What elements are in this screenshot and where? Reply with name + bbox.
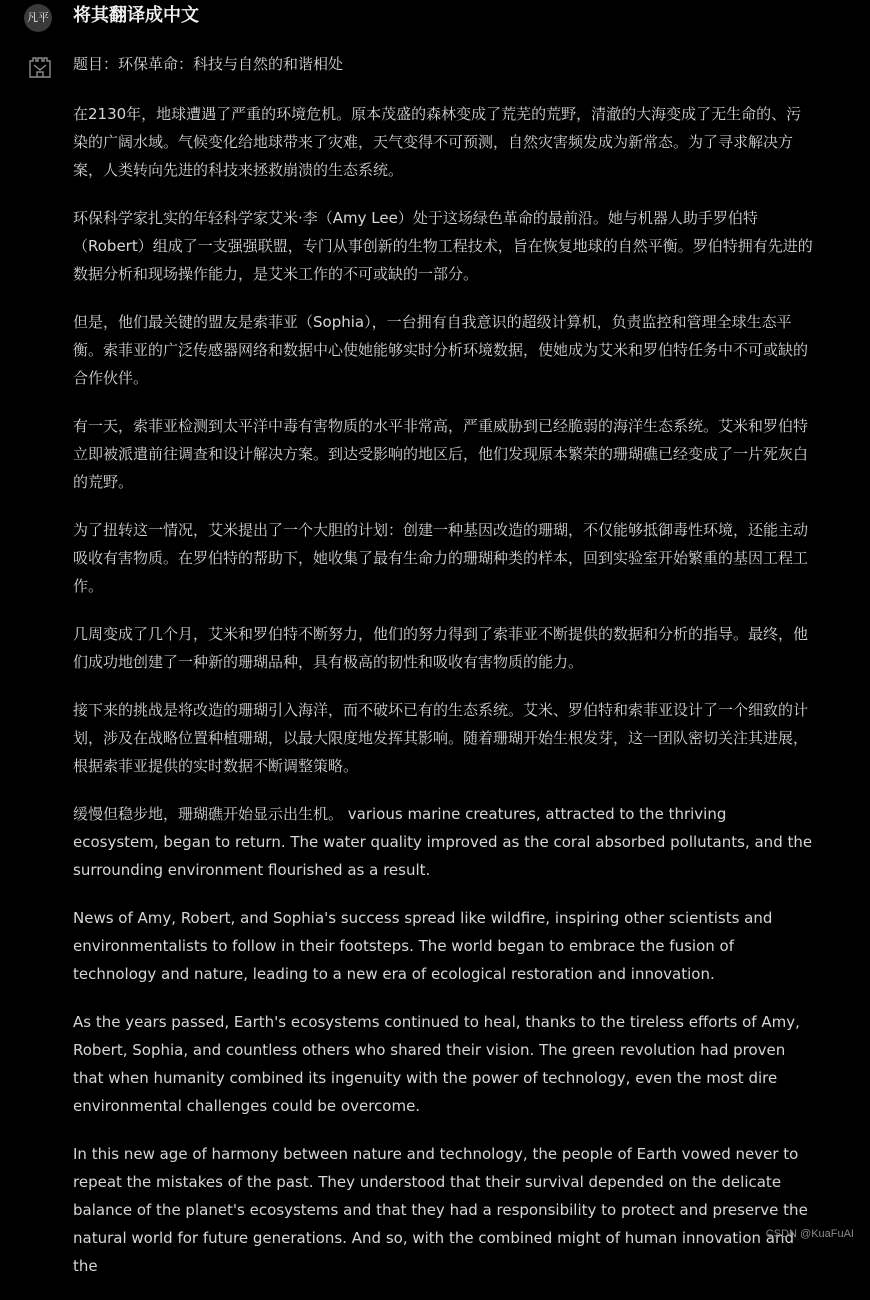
assistant-response <box>73 50 815 1300</box>
response-paragraph: 有一天，索菲亚检测到太平洋中毒有害物质的水平非常高，严重威胁到已经脆弱的海洋生态系统。艾米和罗伯特立即被派遣前往调查和设计解决方案。到达受影响的地区后，他们发现原本繁荣的珊瑚礁已经变成了一片死灰白的荒野。 <box>73 417 809 491</box>
response-paragraph: News of Amy, Robert, and Sophia's success spread like wildfire, inspiring other scientists and environmentalists to follow in their footsteps. The world began to embrace the fusion of technology and nature, leading to a new era of ecological restoration and innovation. <box>73 909 773 983</box>
response-paragraph: 在2130年，地球遭遇了严重的环境危机。原本茂盛的森林变成了荒芜的荒野，清澈的大海变成了无生命的、污染的广阔水域。气候变化给地球带来了灾难，天气变得不可预测，自然灾害频发成为新常态。为了寻求解决方案，人类转向先进的科技来拯救崩溃的生态系统。 <box>73 105 802 179</box>
user-prompt: 将其翻译成中文 <box>73 5 199 26</box>
response-paragraph: In this new age of harmony between nature and technology, the people of Earth vowed never to repeat the mistakes of the past. They understood that their survival depended on the delicate balance of the planet's ecosystems and that they had a responsibility to protect and preserve the natural world for future generations. And so, with the combined might of human innovation and the <box>73 1145 808 1275</box>
response-paragraph: 接下来的挑战是将改造的珊瑚引入海洋，而不破坏已有的生态系统。艾米、罗伯特和索菲亚设计了一个细致的计划，涉及在战略位置种植珊瑚，以最大限度地发挥其影响。随着珊瑚开始生根发芽，这一团队密切关注其进展，根据索菲亚提供的实时数据不断调整策略。 <box>73 701 809 775</box>
response-paragraph: 环保科学家扎实的年轻科学家艾米·李（Amy Lee）处于这场绿色革命的最前沿。她与机器人助手罗伯特（Robert）组成了一支强强联盟，专门从事创新的生物工程技术，旨在恢复地球的自然平衡。罗伯特拥有先进的数据分析和现场操作能力，是艾米工作的不可或缺的一部分。 <box>73 209 813 283</box>
user-avatar[interactable]: 凡平 <box>24 4 52 32</box>
user-message-row <box>0 0 870 36</box>
watermark: CSDN @KuaFuAI <box>765 1228 854 1240</box>
response-paragraph: As the years passed, Earth's ecosystems continued to heal, thanks to the tireless efforts of Amy, Robert, Sophia, and countless others who shared their vision. The green revolution had proven that when humanity combined its ingenuity with the power of technology, even the most dire environmental challenges could be overcome. <box>73 1013 800 1115</box>
castle-icon <box>28 55 52 79</box>
response-paragraph: 缓慢但稳步地，珊瑚礁开始显示出生机。 various marine creatures, attracted to the thriving ecosystem, began to return. The water quality improved as the coral absorbed pollutants, and the surrounding environment flourished as a result. <box>73 805 813 879</box>
response-paragraph: 为了扭转这一情况，艾米提出了一个大胆的计划：创建一种基因改造的珊瑚，不仅能够抵御毒性环境，还能主动吸收有害物质。在罗伯特的帮助下，她收集了最有生命力的珊瑚种类的样本，回到实验室开始繁重的基因工程工作。 <box>73 521 809 595</box>
response-paragraph: 但是，他们最关键的盟友是索菲亚（Sophia），一台拥有自我意识的超级计算机，负责监控和管理全球生态平衡。索菲亚的广泛传感器网络和数据中心使她能够实时分析环境数据，使她成为艾米和罗伯特任务中不可或缺的合作伙伴。 <box>73 313 809 387</box>
response-subject: 题目：环保革命：科技与自然的和谐相处 <box>73 55 344 73</box>
response-paragraph: 几周变成了几个月，艾米和罗伯特不断努力，他们的努力得到了索菲亚不断提供的数据和分析的指导。最终，他们成功地创建了一种新的珊瑚品种，具有极高的韧性和吸收有害物质的能力。 <box>73 625 809 671</box>
